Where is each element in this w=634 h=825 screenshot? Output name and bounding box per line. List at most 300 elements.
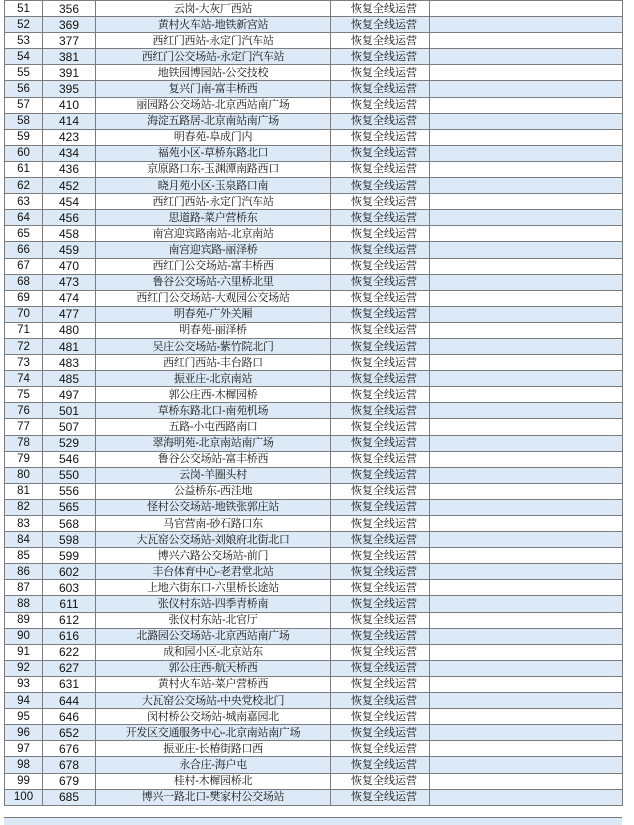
- route-cell: 振亚庄-长椿街路口西: [96, 741, 331, 757]
- table-row: [5, 355, 623, 371]
- route-cell: 西红门西站-永定门汽车站: [96, 33, 331, 49]
- row-number-cell: 57: [5, 97, 43, 113]
- line-number-cell: 356: [43, 1, 96, 17]
- status-cell: 恢复全线运营: [331, 49, 430, 65]
- line-number-cell: 565: [43, 499, 96, 515]
- empty-cell: [430, 516, 623, 532]
- table-row: [5, 596, 623, 612]
- route-cell: 黄村火车站-地铁新宫站: [96, 17, 331, 33]
- row-number-cell: 55: [5, 65, 43, 81]
- line-number-cell: 616: [43, 628, 96, 644]
- status-cell: 恢复全线运营: [331, 1, 430, 17]
- row-number-cell: 65: [5, 226, 43, 242]
- table-row: [5, 258, 623, 274]
- line-number-cell: 477: [43, 306, 96, 322]
- route-cell: 马官营南-砂石路口东: [96, 516, 331, 532]
- empty-cell: [430, 403, 623, 419]
- line-number-cell: 568: [43, 516, 96, 532]
- empty-cell: [430, 451, 623, 467]
- table-row: [5, 306, 623, 322]
- empty-cell: [430, 660, 623, 676]
- route-cell: 丰台体育中心-老君堂北站: [96, 564, 331, 580]
- table-row: [5, 709, 623, 725]
- route-cell: 福苑小区-草桥东路北口: [96, 145, 331, 161]
- table-row: [5, 548, 623, 564]
- table-row: [5, 660, 623, 676]
- line-number-cell: 459: [43, 242, 96, 258]
- status-cell: 恢复全线运营: [331, 499, 430, 515]
- row-number-cell: 86: [5, 564, 43, 580]
- empty-cell: [430, 371, 623, 387]
- status-cell: 恢复全线运营: [331, 274, 430, 290]
- row-number-cell: 84: [5, 532, 43, 548]
- row-number-cell: 72: [5, 338, 43, 354]
- empty-cell: [430, 81, 623, 97]
- table-row: [5, 741, 623, 757]
- status-cell: 恢复全线运营: [331, 532, 430, 548]
- status-cell: 恢复全线运营: [331, 580, 430, 596]
- status-cell: 恢复全线运营: [331, 435, 430, 451]
- status-cell: 恢复全线运营: [331, 773, 430, 789]
- route-cell: 思道路-菜户营桥东: [96, 210, 331, 226]
- table-row: [5, 129, 623, 145]
- route-cell: 永合庄-海户屯: [96, 757, 331, 773]
- table-row: [5, 371, 623, 387]
- empty-cell: [430, 97, 623, 113]
- empty-cell: [430, 145, 623, 161]
- table-row: [5, 451, 623, 467]
- line-number-cell: 456: [43, 210, 96, 226]
- row-number-cell: 91: [5, 644, 43, 660]
- route-cell: 明春苑-阜成门内: [96, 129, 331, 145]
- line-number-cell: 612: [43, 612, 96, 628]
- line-number-cell: 627: [43, 660, 96, 676]
- status-cell: 恢复全线运营: [331, 725, 430, 741]
- status-cell: 恢复全线运营: [331, 516, 430, 532]
- route-cell: 晓月苑小区-玉泉路口南: [96, 178, 331, 194]
- route-cell: 海淀五路居-北京南站南广场: [96, 113, 331, 129]
- status-cell: 恢复全线运营: [331, 17, 430, 33]
- table-row: [5, 274, 623, 290]
- empty-cell: [430, 435, 623, 451]
- status-cell: 恢复全线运营: [331, 242, 430, 258]
- empty-cell: [430, 306, 623, 322]
- status-cell: 恢复全线运营: [331, 306, 430, 322]
- empty-cell: [430, 49, 623, 65]
- line-number-cell: 381: [43, 49, 96, 65]
- line-number-cell: 676: [43, 741, 96, 757]
- empty-cell: [430, 338, 623, 354]
- table-row: [5, 49, 623, 65]
- line-number-cell: 603: [43, 580, 96, 596]
- empty-cell: [430, 709, 623, 725]
- line-number-cell: 501: [43, 403, 96, 419]
- table-row: [5, 242, 623, 258]
- line-number-cell: 685: [43, 789, 96, 805]
- empty-cell: [430, 499, 623, 515]
- empty-cell: [430, 628, 623, 644]
- table-row: [5, 580, 623, 596]
- route-cell: 成和园小区-北京站东: [96, 644, 331, 660]
- row-number-cell: 64: [5, 210, 43, 226]
- empty-cell: [430, 161, 623, 177]
- status-cell: 恢复全线运营: [331, 789, 430, 805]
- route-cell: 云岗-大灰厂西站: [96, 1, 331, 17]
- line-number-cell: 436: [43, 161, 96, 177]
- table-row: [5, 499, 623, 515]
- empty-cell: [430, 178, 623, 194]
- empty-cell: [430, 210, 623, 226]
- table-row: [5, 516, 623, 532]
- table-row: [5, 322, 623, 338]
- row-number-cell: 81: [5, 483, 43, 499]
- status-cell: 恢复全线运营: [331, 451, 430, 467]
- line-number-cell: 678: [43, 757, 96, 773]
- empty-cell: [430, 322, 623, 338]
- row-number-cell: 89: [5, 612, 43, 628]
- row-number-cell: 56: [5, 81, 43, 97]
- row-number-cell: 71: [5, 322, 43, 338]
- table-row: [5, 644, 623, 660]
- route-cell: 开发区交通服务中心-北京南站南广场: [96, 725, 331, 741]
- route-cell: 鲁谷公交场站-富丰桥西: [96, 451, 331, 467]
- route-cell: 鲁谷公交场站-六里桥北里: [96, 274, 331, 290]
- route-cell: 张仪村东站-四季青桥南: [96, 596, 331, 612]
- row-number-cell: 70: [5, 306, 43, 322]
- status-cell: 恢复全线运营: [331, 419, 430, 435]
- status-cell: 恢复全线运营: [331, 467, 430, 483]
- table-row: [5, 161, 623, 177]
- empty-cell: [430, 532, 623, 548]
- status-cell: 恢复全线运营: [331, 178, 430, 194]
- route-cell: 丽园路公交场站-北京西站南广场: [96, 97, 331, 113]
- route-cell: 西红门西站-丰台路口: [96, 355, 331, 371]
- row-number-cell: 74: [5, 371, 43, 387]
- status-cell: 恢复全线运营: [331, 483, 430, 499]
- line-number-cell: 631: [43, 676, 96, 692]
- route-status-table: [4, 0, 623, 806]
- status-cell: 恢复全线运营: [331, 226, 430, 242]
- route-cell: 京原路口东-玉渊潭南路西口: [96, 161, 331, 177]
- line-number-cell: 470: [43, 258, 96, 274]
- route-cell: 翠海明苑-北京南站南广场: [96, 435, 331, 451]
- line-number-cell: 485: [43, 371, 96, 387]
- line-number-cell: 434: [43, 145, 96, 161]
- row-number-cell: 95: [5, 709, 43, 725]
- line-number-cell: 646: [43, 709, 96, 725]
- table-row: [5, 194, 623, 210]
- line-number-cell: 507: [43, 419, 96, 435]
- status-cell: 恢复全线运营: [331, 628, 430, 644]
- status-cell: 恢复全线运营: [331, 757, 430, 773]
- empty-cell: [430, 789, 623, 805]
- row-number-cell: 85: [5, 548, 43, 564]
- table-row: [5, 435, 623, 451]
- status-cell: 恢复全线运营: [331, 65, 430, 81]
- route-cell: 云岗-羊圈头村: [96, 467, 331, 483]
- empty-cell: [430, 33, 623, 49]
- status-cell: 恢复全线运营: [331, 660, 430, 676]
- status-cell: 恢复全线运营: [331, 741, 430, 757]
- row-number-cell: 97: [5, 741, 43, 757]
- line-number-cell: 473: [43, 274, 96, 290]
- table-row: [5, 419, 623, 435]
- status-cell: 恢复全线运营: [331, 97, 430, 113]
- line-number-cell: 480: [43, 322, 96, 338]
- route-cell: 郭公庄西-航天桥西: [96, 660, 331, 676]
- line-number-cell: 599: [43, 548, 96, 564]
- status-cell: 恢复全线运营: [331, 145, 430, 161]
- route-cell: 南宫迎宾路南站-北京南站: [96, 226, 331, 242]
- status-cell: 恢复全线运营: [331, 161, 430, 177]
- empty-cell: [430, 258, 623, 274]
- empty-cell: [430, 580, 623, 596]
- route-cell: 草桥东路北口-南苑机场: [96, 403, 331, 419]
- route-cell: 怪村公交场站-地铁张郭庄站: [96, 499, 331, 515]
- row-number-cell: 88: [5, 596, 43, 612]
- row-number-cell: 62: [5, 178, 43, 194]
- line-number-cell: 454: [43, 194, 96, 210]
- table-row: [5, 290, 623, 306]
- empty-cell: [430, 1, 623, 17]
- empty-cell: [430, 483, 623, 499]
- table-row: [5, 113, 623, 129]
- row-number-cell: 53: [5, 33, 43, 49]
- table-row: [5, 338, 623, 354]
- route-cell: 博兴六路公交场站-前门: [96, 548, 331, 564]
- row-number-cell: 77: [5, 419, 43, 435]
- table-row: [5, 532, 623, 548]
- line-number-cell: 546: [43, 451, 96, 467]
- table-row: [5, 773, 623, 789]
- row-number-cell: 52: [5, 17, 43, 33]
- route-status-sheet: [4, 0, 622, 806]
- route-cell: 黄村火车站-菜户营桥西: [96, 676, 331, 692]
- table-row: [5, 628, 623, 644]
- line-number-cell: 652: [43, 725, 96, 741]
- row-number-cell: 69: [5, 290, 43, 306]
- status-cell: 恢复全线运营: [331, 210, 430, 226]
- status-cell: 恢复全线运营: [331, 194, 430, 210]
- status-cell: 恢复全线运营: [331, 338, 430, 354]
- route-cell: 复兴门南-富丰桥西: [96, 81, 331, 97]
- row-number-cell: 80: [5, 467, 43, 483]
- table-row: [5, 676, 623, 692]
- row-number-cell: 76: [5, 403, 43, 419]
- status-cell: 恢复全线运营: [331, 596, 430, 612]
- line-number-cell: 481: [43, 338, 96, 354]
- route-cell: 博兴一路北口-樊家村公交场站: [96, 789, 331, 805]
- line-number-cell: 452: [43, 178, 96, 194]
- row-number-cell: 90: [5, 628, 43, 644]
- route-cell: 地铁园博园站-公交技校: [96, 65, 331, 81]
- status-cell: 恢复全线运营: [331, 676, 430, 692]
- status-cell: 恢复全线运营: [331, 258, 430, 274]
- status-cell: 恢复全线运营: [331, 612, 430, 628]
- line-number-cell: 529: [43, 435, 96, 451]
- empty-cell: [430, 242, 623, 258]
- row-number-cell: 68: [5, 274, 43, 290]
- line-number-cell: 377: [43, 33, 96, 49]
- row-number-cell: 96: [5, 725, 43, 741]
- row-number-cell: 59: [5, 129, 43, 145]
- line-number-cell: 391: [43, 65, 96, 81]
- status-cell: 恢复全线运营: [331, 290, 430, 306]
- line-number-cell: 556: [43, 483, 96, 499]
- status-cell: 恢复全线运营: [331, 403, 430, 419]
- empty-cell: [430, 274, 623, 290]
- row-number-cell: 73: [5, 355, 43, 371]
- row-number-cell: 92: [5, 660, 43, 676]
- table-row: [5, 65, 623, 81]
- line-number-cell: 611: [43, 596, 96, 612]
- table-row: [5, 226, 623, 242]
- row-number-cell: 99: [5, 773, 43, 789]
- route-cell: 郭公庄西-木樨园桥: [96, 387, 331, 403]
- table-row: [5, 693, 623, 709]
- status-cell: 恢复全线运营: [331, 693, 430, 709]
- route-cell: 闵村桥公交场站-城南嘉园北: [96, 709, 331, 725]
- route-cell: 五路-小屯西路南口: [96, 419, 331, 435]
- line-number-cell: 423: [43, 129, 96, 145]
- empty-cell: [430, 773, 623, 789]
- table-row: [5, 81, 623, 97]
- line-number-cell: 458: [43, 226, 96, 242]
- line-number-cell: 550: [43, 467, 96, 483]
- route-cell: 公益桥东-西洼地: [96, 483, 331, 499]
- row-number-cell: 83: [5, 516, 43, 532]
- table-row: [5, 1, 623, 17]
- row-number-cell: 94: [5, 693, 43, 709]
- route-cell: 大瓦窑公交场站-刘娘府北街北口: [96, 532, 331, 548]
- line-number-cell: 474: [43, 290, 96, 306]
- empty-cell: [430, 65, 623, 81]
- empty-cell: [430, 467, 623, 483]
- line-number-cell: 414: [43, 113, 96, 129]
- line-number-cell: 497: [43, 387, 96, 403]
- route-cell: 西红门公交场站-大观园公交场站: [96, 290, 331, 306]
- line-number-cell: 622: [43, 644, 96, 660]
- line-number-cell: 679: [43, 773, 96, 789]
- empty-cell: [430, 612, 623, 628]
- status-cell: 恢复全线运营: [331, 644, 430, 660]
- line-number-cell: 410: [43, 97, 96, 113]
- route-cell: 西红门公交场站-永定门汽车站: [96, 49, 331, 65]
- empty-cell: [430, 17, 623, 33]
- route-cell: 西红门西站-永定门汽车站: [96, 194, 331, 210]
- partial-next-row: [4, 817, 622, 825]
- table-row: [5, 145, 623, 161]
- row-number-cell: 63: [5, 194, 43, 210]
- table-row: [5, 725, 623, 741]
- route-cell: 北潞园公交场站-北京西站南广场: [96, 628, 331, 644]
- empty-cell: [430, 419, 623, 435]
- table-row: [5, 17, 623, 33]
- empty-cell: [430, 355, 623, 371]
- empty-cell: [430, 596, 623, 612]
- table-body: [5, 1, 623, 806]
- route-cell: 西红门公交场站-富丰桥西: [96, 258, 331, 274]
- status-cell: 恢复全线运营: [331, 548, 430, 564]
- empty-cell: [430, 644, 623, 660]
- line-number-cell: 395: [43, 81, 96, 97]
- row-number-cell: 75: [5, 387, 43, 403]
- line-number-cell: 644: [43, 693, 96, 709]
- status-cell: 恢复全线运营: [331, 387, 430, 403]
- table-row: [5, 403, 623, 419]
- table-row: [5, 757, 623, 773]
- status-cell: 恢复全线运营: [331, 33, 430, 49]
- row-number-cell: 87: [5, 580, 43, 596]
- line-number-cell: 369: [43, 17, 96, 33]
- line-number-cell: 602: [43, 564, 96, 580]
- status-cell: 恢复全线运营: [331, 564, 430, 580]
- empty-cell: [430, 194, 623, 210]
- row-number-cell: 82: [5, 499, 43, 515]
- empty-cell: [430, 693, 623, 709]
- row-number-cell: 93: [5, 676, 43, 692]
- empty-cell: [430, 757, 623, 773]
- table-row: [5, 178, 623, 194]
- empty-cell: [430, 741, 623, 757]
- row-number-cell: 54: [5, 49, 43, 65]
- row-number-cell: 66: [5, 242, 43, 258]
- row-number-cell: 67: [5, 258, 43, 274]
- table-row: [5, 97, 623, 113]
- empty-cell: [430, 387, 623, 403]
- row-number-cell: 60: [5, 145, 43, 161]
- row-number-cell: 79: [5, 451, 43, 467]
- table-row: [5, 210, 623, 226]
- row-number-cell: 78: [5, 435, 43, 451]
- empty-cell: [430, 564, 623, 580]
- line-number-cell: 598: [43, 532, 96, 548]
- table-row: [5, 612, 623, 628]
- route-cell: 大瓦窑公交场站-中央党校北门: [96, 693, 331, 709]
- route-cell: 振亚庄-北京南站: [96, 371, 331, 387]
- row-number-cell: 61: [5, 161, 43, 177]
- table-row: [5, 467, 623, 483]
- row-number-cell: 100: [5, 789, 43, 805]
- route-cell: 上地六街东口-六里桥长途站: [96, 580, 331, 596]
- empty-cell: [430, 226, 623, 242]
- empty-cell: [430, 113, 623, 129]
- status-cell: 恢复全线运营: [331, 709, 430, 725]
- status-cell: 恢复全线运营: [331, 355, 430, 371]
- table-row: [5, 483, 623, 499]
- table-row: [5, 33, 623, 49]
- table-row: [5, 387, 623, 403]
- table-row: [5, 789, 623, 805]
- route-cell: 张仪村东站-北官厅: [96, 612, 331, 628]
- row-number-cell: 51: [5, 1, 43, 17]
- status-cell: 恢复全线运营: [331, 371, 430, 387]
- empty-cell: [430, 676, 623, 692]
- row-number-cell: 58: [5, 113, 43, 129]
- status-cell: 恢复全线运营: [331, 81, 430, 97]
- route-cell: 桂村-木樨园桥北: [96, 773, 331, 789]
- empty-cell: [430, 725, 623, 741]
- route-cell: 吴庄公交场站-紫竹院北门: [96, 338, 331, 354]
- table-row: [5, 564, 623, 580]
- status-cell: 恢复全线运营: [331, 113, 430, 129]
- status-cell: 恢复全线运营: [331, 129, 430, 145]
- line-number-cell: 483: [43, 355, 96, 371]
- empty-cell: [430, 129, 623, 145]
- status-cell: 恢复全线运营: [331, 322, 430, 338]
- route-cell: 明春苑-丽泽桥: [96, 322, 331, 338]
- empty-cell: [430, 290, 623, 306]
